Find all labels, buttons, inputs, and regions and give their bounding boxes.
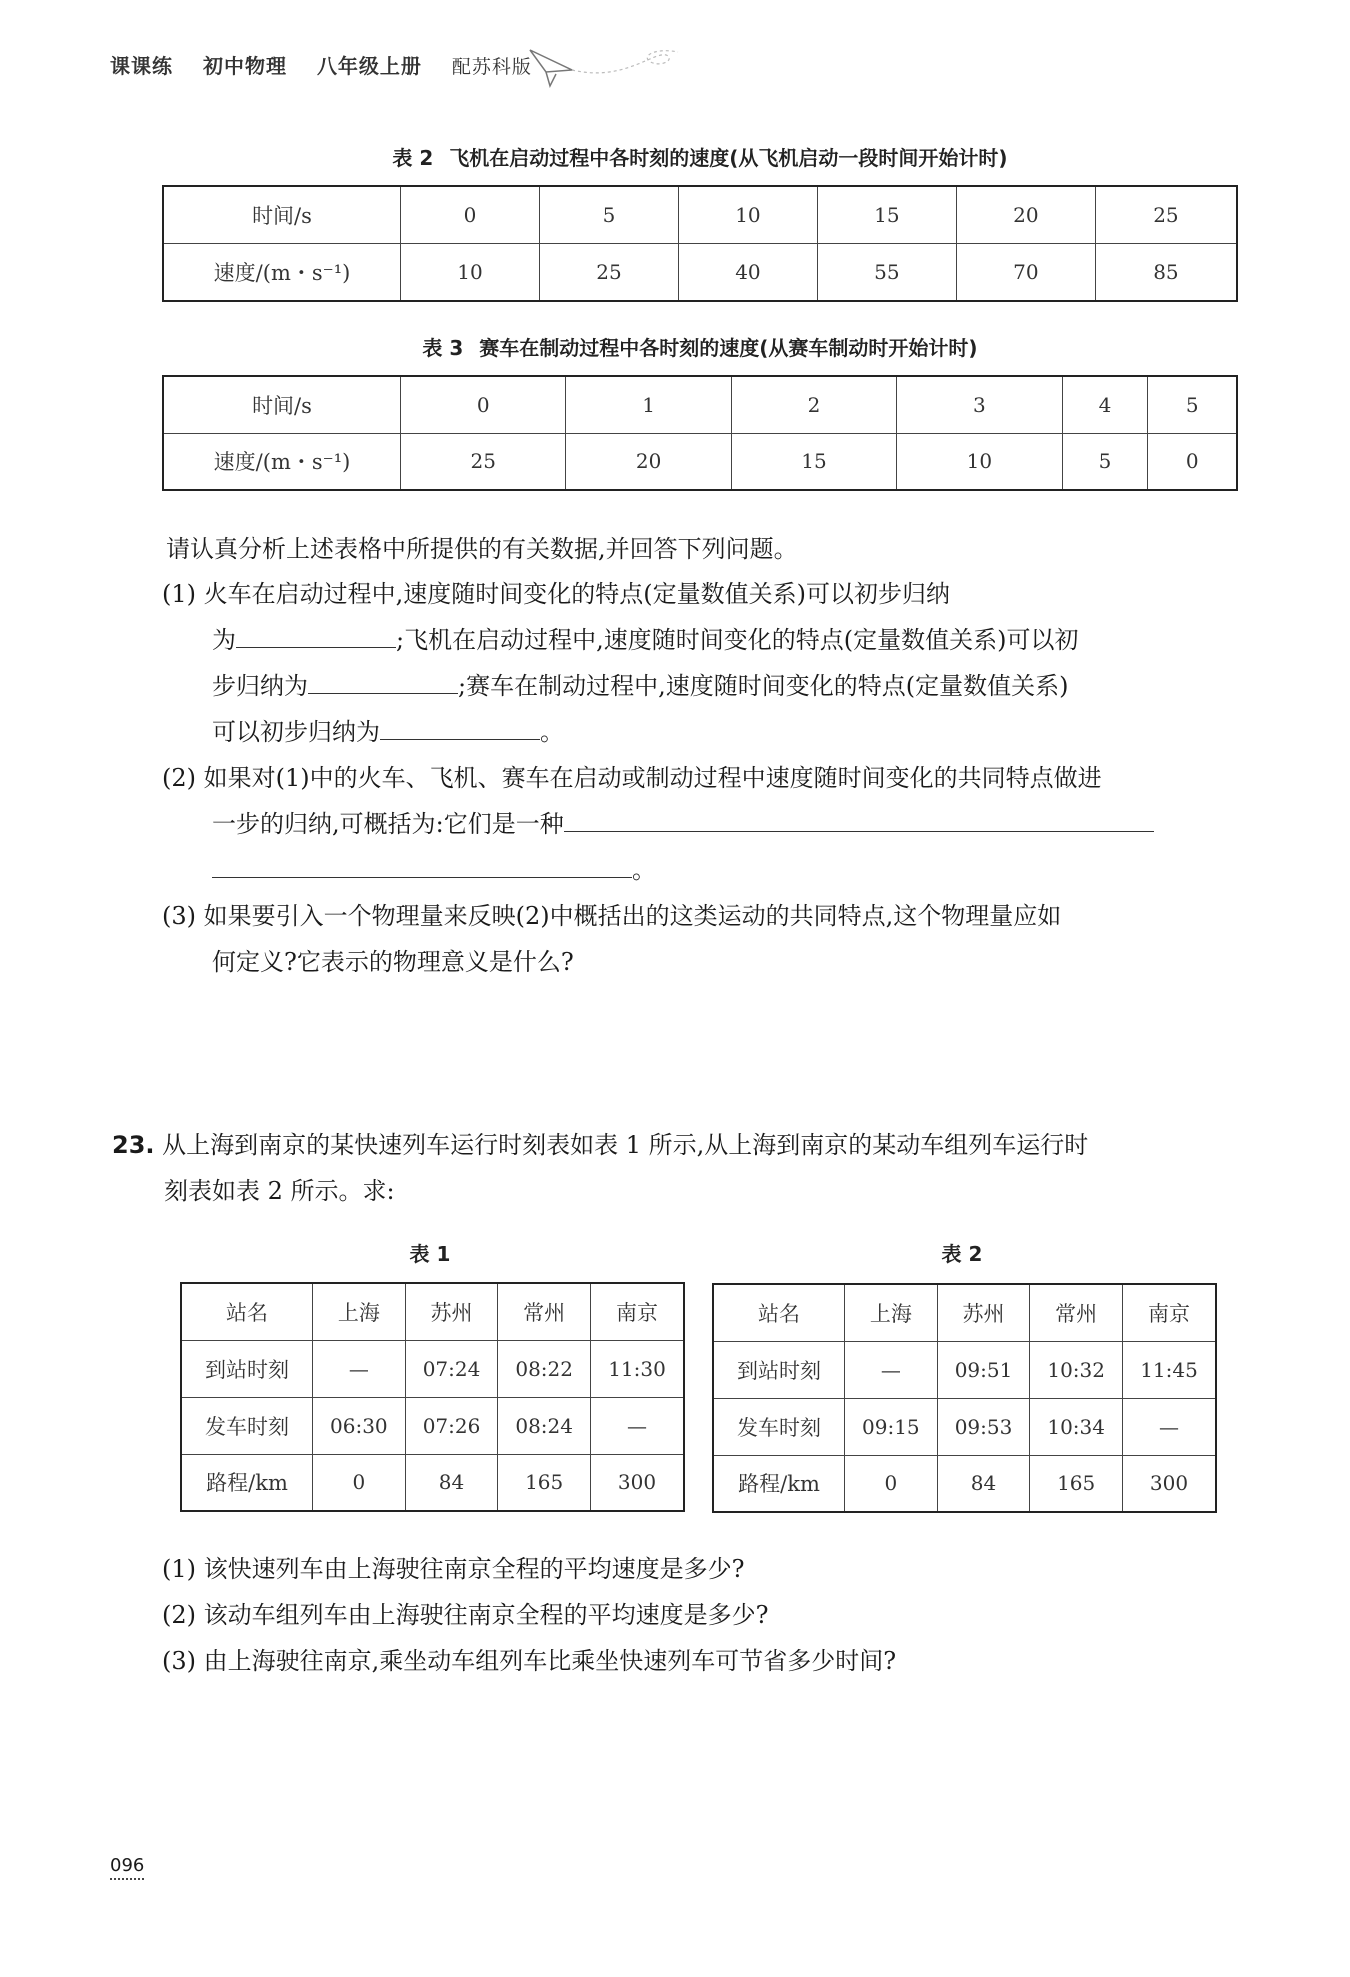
table-cell: 07:24 — [405, 1340, 498, 1397]
table2-time-label: 时间/s — [163, 186, 401, 243]
table-cell: 85 — [1095, 243, 1237, 301]
table-header: 站名 — [181, 1283, 313, 1340]
table-header: 南京 — [591, 1283, 684, 1340]
q23-sub1: (1) 该快速列车由上海驶往南京全程的平均速度是多少? — [162, 1555, 745, 1583]
table-header: 苏州 — [937, 1284, 1030, 1341]
table-cell: 15 — [817, 186, 956, 243]
q23-stem-line2: 刻表如表 2 所示。求: — [164, 1177, 395, 1205]
table-cell: 09:53 — [937, 1398, 1030, 1455]
table-cell: 10 — [678, 186, 817, 243]
q22-part1-line4 — [162, 709, 1252, 755]
q23-subquestions — [162, 1546, 1252, 1684]
q22-part1-line1: (1) 火车在启动过程中,速度随时间变化的特点(定量数值关系)可以初步归纳 — [162, 580, 950, 608]
table-header: 常州 — [1030, 1284, 1123, 1341]
text-span: 从上海到南京的某快速列车运行时刻表如表 1 所示,从上海到南京的某动车组列车运行时 — [162, 1131, 1089, 1159]
table-cell: 3 — [897, 376, 1062, 433]
q23-table1-title: 表 1 — [409, 1242, 451, 1266]
q22-part3-line2: 何定义?它表示的物理意义是什么? — [212, 948, 574, 976]
table-cell: 25 — [401, 433, 566, 490]
table-cell: 08:22 — [498, 1340, 591, 1397]
table3-number: 表 3 — [422, 336, 464, 360]
text-span: 步归纳为 — [212, 672, 308, 700]
text-span: ;赛车在制动过程中,速度随时间变化的特点(定量数值关系) — [458, 672, 1069, 700]
table-cell: 08:24 — [498, 1397, 591, 1454]
q23-sub3: (3) 由上海驶往南京,乘坐动车组列车比乘坐快速列车可节省多少时间? — [162, 1647, 897, 1675]
row-label: 路程/km — [713, 1455, 845, 1512]
table-cell: 5 — [1062, 433, 1148, 490]
q22-part1 — [162, 571, 1252, 755]
table2-title: 飞机在启动过程中各时刻的速度(从飞机启动一段时间开始计时) — [449, 146, 1008, 170]
table3-speed-label: 速度/(m・s⁻¹) — [163, 433, 401, 490]
row-label: 发车时刻 — [713, 1398, 845, 1455]
grade-subject: 初中物理 — [202, 54, 287, 78]
answer-blank-5[interactable] — [212, 851, 632, 878]
table-cell: 11:45 — [1123, 1341, 1216, 1398]
table-cell: — — [1123, 1398, 1216, 1455]
table-cell: 25 — [539, 243, 678, 301]
table-cell: 55 — [817, 243, 956, 301]
text-span: 可以初步归纳为 — [212, 718, 380, 746]
row-label: 到站时刻 — [713, 1341, 845, 1398]
table3-caption — [160, 332, 1240, 361]
table-cell: 5 — [539, 186, 678, 243]
text-span: 为 — [212, 626, 236, 654]
table-cell: 2 — [731, 376, 896, 433]
q23-sub2: (2) 该动车组列车由上海驶往南京全程的平均速度是多少? — [162, 1601, 769, 1629]
train-timetable-2 — [712, 1283, 1217, 1513]
table-cell: 84 — [937, 1455, 1030, 1512]
table-cell: 11:30 — [591, 1340, 684, 1397]
series-name: 课课练 — [110, 54, 173, 78]
table-header: 南京 — [1123, 1284, 1216, 1341]
q22-part2-line1: (2) 如果对(1)中的火车、飞机、赛车在启动或制动过程中速度随时间变化的共同特点做进 — [162, 764, 1102, 792]
table-cell: 40 — [678, 243, 817, 301]
page-header — [110, 50, 554, 79]
table-header: 常州 — [498, 1283, 591, 1340]
q22-part1-line2 — [162, 617, 1252, 663]
table-cell: 09:51 — [937, 1341, 1030, 1398]
row-label: 路程/km — [181, 1454, 313, 1511]
table-cell: 10 — [897, 433, 1062, 490]
text-span: 一步的归纳,可概括为:它们是一种 — [212, 810, 564, 838]
text-span: ;飞机在启动过程中,速度随时间变化的特点(定量数值关系)可以初 — [396, 626, 1079, 654]
edition: 配苏科版 — [451, 56, 532, 78]
page-number: 096 — [110, 1855, 144, 1880]
table-cell: — — [591, 1397, 684, 1454]
table-cell: 10:32 — [1030, 1341, 1123, 1398]
q22-part2 — [162, 755, 1252, 893]
q22-part2-line3 — [162, 847, 1252, 893]
table-cell: 300 — [591, 1454, 684, 1511]
table3 — [162, 375, 1238, 491]
table-cell: — — [845, 1341, 938, 1398]
table-cell: — — [313, 1340, 406, 1397]
volume: 八年级上册 — [316, 54, 422, 78]
table-cell: 0 — [401, 376, 566, 433]
train-timetable-1 — [180, 1282, 685, 1512]
table-cell: 0 — [845, 1455, 938, 1512]
table-cell: 4 — [1062, 376, 1148, 433]
q22-part3 — [162, 893, 1252, 985]
table-cell: 06:30 — [313, 1397, 406, 1454]
question-number: 23. — [112, 1131, 155, 1159]
table-header: 苏州 — [405, 1283, 498, 1340]
table2 — [162, 185, 1238, 302]
row-label: 到站时刻 — [181, 1340, 313, 1397]
table-cell: 10:34 — [1030, 1398, 1123, 1455]
table-cell: 15 — [731, 433, 896, 490]
paper-plane-icon — [528, 42, 688, 92]
table-cell: 09:15 — [845, 1398, 938, 1455]
row-label: 发车时刻 — [181, 1397, 313, 1454]
table-cell: 0 — [401, 186, 540, 243]
table2-number: 表 2 — [392, 146, 434, 170]
table3-time-label: 时间/s — [163, 376, 401, 433]
q22-part3-line1: (3) 如果要引入一个物理量来反映(2)中概括出的这类运动的共同特点,这个物理量应如 — [162, 902, 1062, 930]
table3-title: 赛车在制动过程中各时刻的速度(从赛车制动时开始计时) — [479, 336, 978, 360]
q23-stem — [112, 1122, 1252, 1214]
table-cell: 25 — [1095, 186, 1237, 243]
table2-caption — [160, 142, 1240, 171]
text-span: 。 — [632, 856, 656, 884]
answer-blank-3[interactable] — [380, 713, 540, 740]
text-span: 。 — [540, 718, 564, 746]
table-cell: 84 — [405, 1454, 498, 1511]
q22-intro: 请认真分析上述表格中所提供的有关数据,并回答下列问题。 — [166, 535, 798, 563]
table-header: 站名 — [713, 1284, 845, 1341]
table-cell: 07:26 — [405, 1397, 498, 1454]
table2-speed-label: 速度/(m・s⁻¹) — [163, 243, 401, 301]
q22-part2-line2 — [162, 801, 1252, 847]
q23-table2-title: 表 2 — [941, 1242, 983, 1266]
q22-part1-line3 — [162, 663, 1252, 709]
table-cell: 10 — [401, 243, 540, 301]
table-cell: 165 — [1030, 1455, 1123, 1512]
answer-blank-1[interactable] — [236, 621, 396, 648]
table-cell: 300 — [1123, 1455, 1216, 1512]
table-header: 上海 — [845, 1284, 938, 1341]
table-cell: 5 — [1148, 376, 1237, 433]
table-cell: 20 — [956, 186, 1095, 243]
table-cell: 70 — [956, 243, 1095, 301]
answer-blank-2[interactable] — [308, 667, 458, 694]
table-cell: 0 — [1148, 433, 1237, 490]
table-cell: 20 — [566, 433, 731, 490]
answer-blank-4[interactable] — [564, 805, 1154, 832]
table-cell: 1 — [566, 376, 731, 433]
table-header: 上海 — [313, 1283, 406, 1340]
table-cell: 0 — [313, 1454, 406, 1511]
table-cell: 165 — [498, 1454, 591, 1511]
